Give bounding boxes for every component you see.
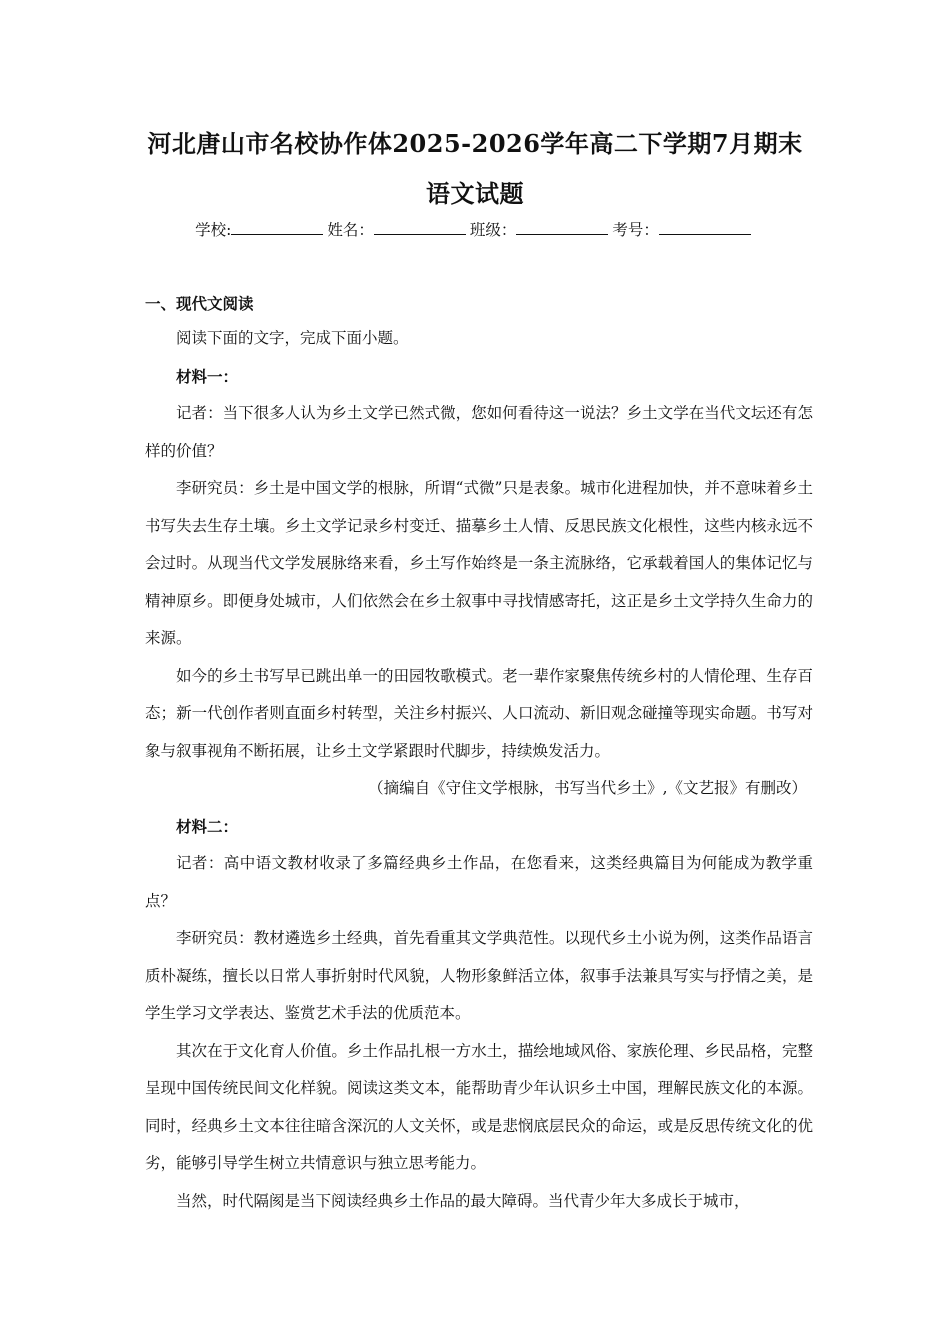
material2-label: 材料二： <box>176 816 239 836</box>
exam-no-label: 考号： <box>612 221 659 239</box>
exam-title-line1: 河北唐山市名校协作体2025-2026学年高二下学期7月期末 <box>147 129 803 158</box>
exam-no-blank[interactable] <box>659 220 751 235</box>
material1-label: 材料一： <box>176 366 239 386</box>
name-blank[interactable] <box>374 220 466 235</box>
student-info-row <box>0 218 950 240</box>
material1-source: （摘编自《守住文学根脉，书写当代乡土》,《文艺报》有删改） <box>368 779 807 797</box>
material2-paragraph: 其次在于文化育人价值。乡土作品扎根一方水土，描绘地域风俗、家族伦理、乡民品格，完整呈现中国传统民间文化样貌。阅读这类文本，能帮助青少年认识乡土中国，理解民族文化的本源。同时，经典乡土文本往往暗含深沉的人文关怀，或是悲悯底层民众的命运，或是反思传统文化的优劣，能够引导学生树立共情意识与独立思考能力。 <box>145 1041 813 1172</box>
class-label: 班级： <box>469 221 517 239</box>
material1-paragraph: 如今的乡土书写早已跳出单一的田园牧歌模式。老一辈作家聚焦传统乡村的人情伦理、生存百态；新一代创作者则直面乡村转型，关注乡村振兴、人口流动、新旧观念碰撞等现实命题。书写对象与叙事视角不断拓展，让乡土文学紧跟时代脚步，持续焕发活力。 <box>145 666 813 760</box>
name-label: 姓名： <box>327 221 374 239</box>
class-blank[interactable] <box>516 220 608 235</box>
material1-paragraph: 记者：当下很多人认为乡土文学已然式微，您如何看待这一说法？乡土文学在当代文坛还有怎样的价值？ <box>145 404 813 460</box>
material2-paragraph: 李研究员：教材遴选乡土经典，首先看重其文学典范性。以现代乡土小说为例，这类作品语言质朴凝练，擅长以日常人事折射时代风貌，人物形象鲜活立体，叙事手法兼具写实与抒情之美，是学生学习文学表达、鉴赏艺术手法的优质范本。 <box>145 929 813 1022</box>
school-label: 学校: <box>195 221 232 239</box>
section-heading: 一、现代文阅读 <box>145 294 254 313</box>
exam-title-line2: 语文试题 <box>426 179 524 208</box>
material1-paragraph: 李研究员：乡土是中国文学的根脉，所谓“式微”只是表象。城市化进程加快，并不意味着乡土书写失去生存土壤。乡土文学记录乡村变迁、描摹乡土人情、反思民族文化根性，这些内核永远不会过时。从现当代文学发展脉络来看，乡土写作始终是一条主流脉络，它承载着国人的集体记忆与精神原乡。即便身处城市，人们依然会在乡土叙事中寻找情感寄托，这正是乡土文学持久生命力的来源。 <box>145 479 813 647</box>
instruction: 阅读下面的文字，完成下面小题。 <box>176 329 409 347</box>
material2-paragraph: 当然，时代隔阂是当下阅读经典乡土作品的最大障碍。当代青少年大多成长于城市， <box>176 1191 750 1210</box>
reading-passage <box>145 320 813 1220</box>
material2-paragraph: 记者：高中语文教材收录了多篇经典乡土作品，在您看来，这类经典篇目为何能成为教学重点？ <box>145 854 813 910</box>
school-blank[interactable] <box>231 220 323 235</box>
